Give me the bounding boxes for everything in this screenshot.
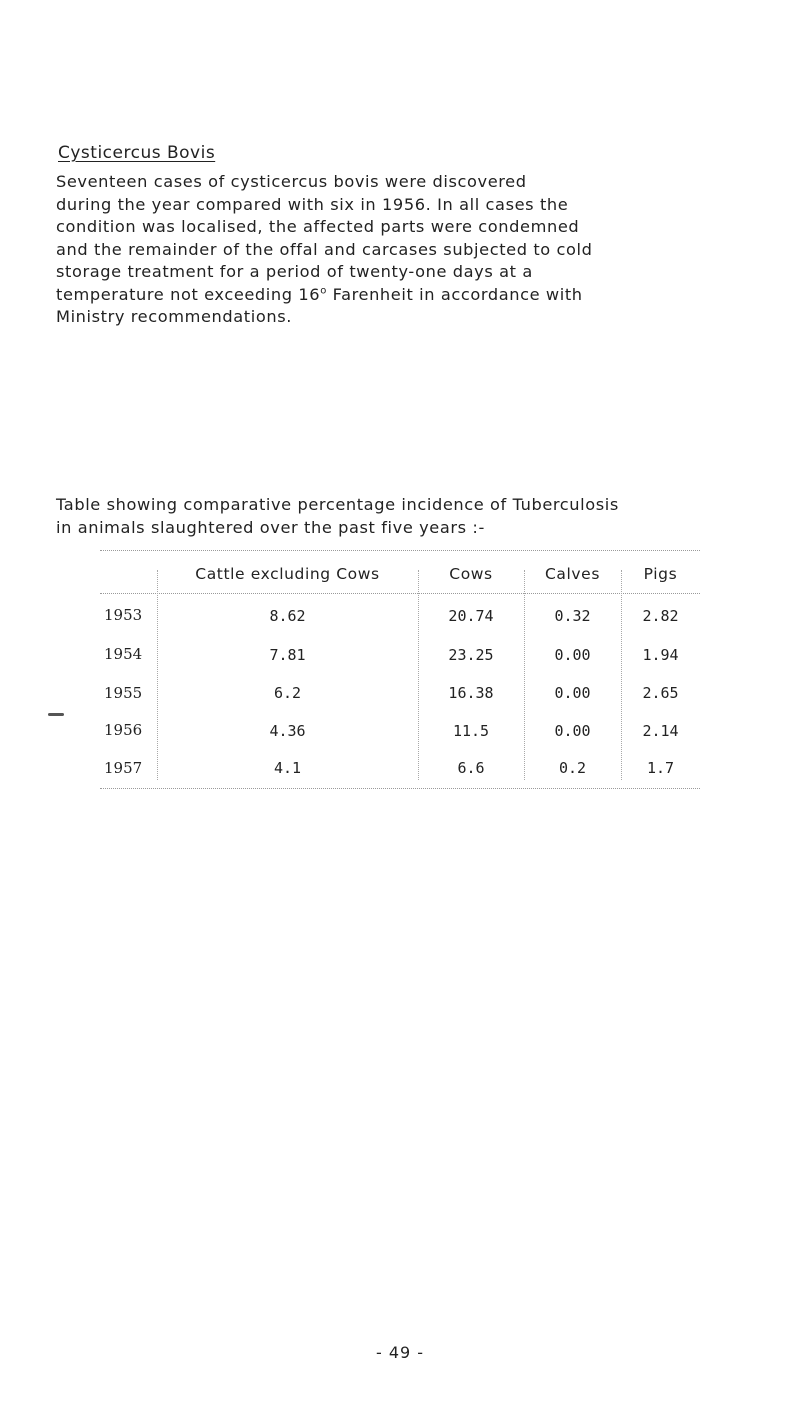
table-caption <box>56 493 796 539</box>
body-paragraph <box>56 171 786 329</box>
table-cell: 23.25 <box>448 646 494 664</box>
table-cell: 0.00 <box>554 684 591 702</box>
table-cell: 6.6 <box>457 759 485 777</box>
paragraph-line <box>56 284 786 307</box>
caption-line: in animals slaughtered over the past five years :- <box>56 518 485 537</box>
table-cell: 1.94 <box>642 646 679 664</box>
table-cell: 6.2 <box>273 684 302 702</box>
table-top-rule <box>100 550 700 551</box>
table-cell: 2.14 <box>642 722 679 740</box>
table-cell: 7.81 <box>269 646 306 664</box>
tuberculosis-table <box>100 550 700 795</box>
row-year: 1955 <box>104 684 143 702</box>
table-cell: 20.74 <box>448 607 494 625</box>
table-cell: 1.7 <box>646 759 675 777</box>
column-divider <box>157 570 158 780</box>
table-cell: 16.38 <box>448 684 494 702</box>
caption-line: Table showing comparative percentage incidence of Tuberculosis <box>56 495 619 514</box>
table-cell: 0.00 <box>554 722 591 740</box>
column-divider <box>524 570 525 780</box>
table-cell: 0.00 <box>554 646 591 664</box>
page-number: - 49 - <box>375 1343 425 1362</box>
column-divider <box>418 570 419 780</box>
table-cell: 11.5 <box>452 722 490 740</box>
paragraph-line: Ministry recommendations. <box>56 307 292 326</box>
paragraph-line: Seventeen cases of cysticercus bovis were discovered <box>56 172 527 191</box>
paragraph-line: condition was localised, the affected parts were condemned <box>56 217 580 236</box>
paragraph-fragment: Farenheit in accordance with <box>326 284 583 304</box>
table-header-rule <box>100 593 700 594</box>
table-cell: 4.1 <box>273 759 302 777</box>
row-year: 1957 <box>104 759 143 777</box>
column-divider <box>621 570 622 780</box>
table-cell: 2.82 <box>642 607 679 625</box>
table-cell: 4.36 <box>269 722 306 740</box>
table-cell: 8.62 <box>269 607 306 625</box>
row-year: 1953 <box>104 606 143 624</box>
table-cell: 0.32 <box>554 607 591 625</box>
column-header: Cattle excluding Cows <box>195 565 380 583</box>
column-header: Pigs <box>643 565 678 583</box>
column-header: Cows <box>449 565 493 583</box>
table-cell: 2.65 <box>642 684 679 702</box>
section-heading: Cysticercus Bovis <box>58 143 216 163</box>
column-header: Calves <box>544 565 600 583</box>
table-bottom-rule <box>100 788 700 789</box>
paragraph-fragment: temperature not exceeding 16 <box>56 284 321 304</box>
degree-sign: o <box>320 285 327 297</box>
row-year: 1956 <box>104 721 143 739</box>
paragraph-line: storage treatment for a period of twenty-one days at a <box>56 262 533 281</box>
table-cell: 0.2 <box>558 759 587 777</box>
row-year: 1954 <box>104 645 143 663</box>
margin-mark <box>48 713 64 716</box>
paragraph-line: during the year compared with six in 1956. In all cases the <box>56 194 569 214</box>
paragraph-line: and the remainder of the offal and carcases subjected to cold <box>56 239 593 259</box>
